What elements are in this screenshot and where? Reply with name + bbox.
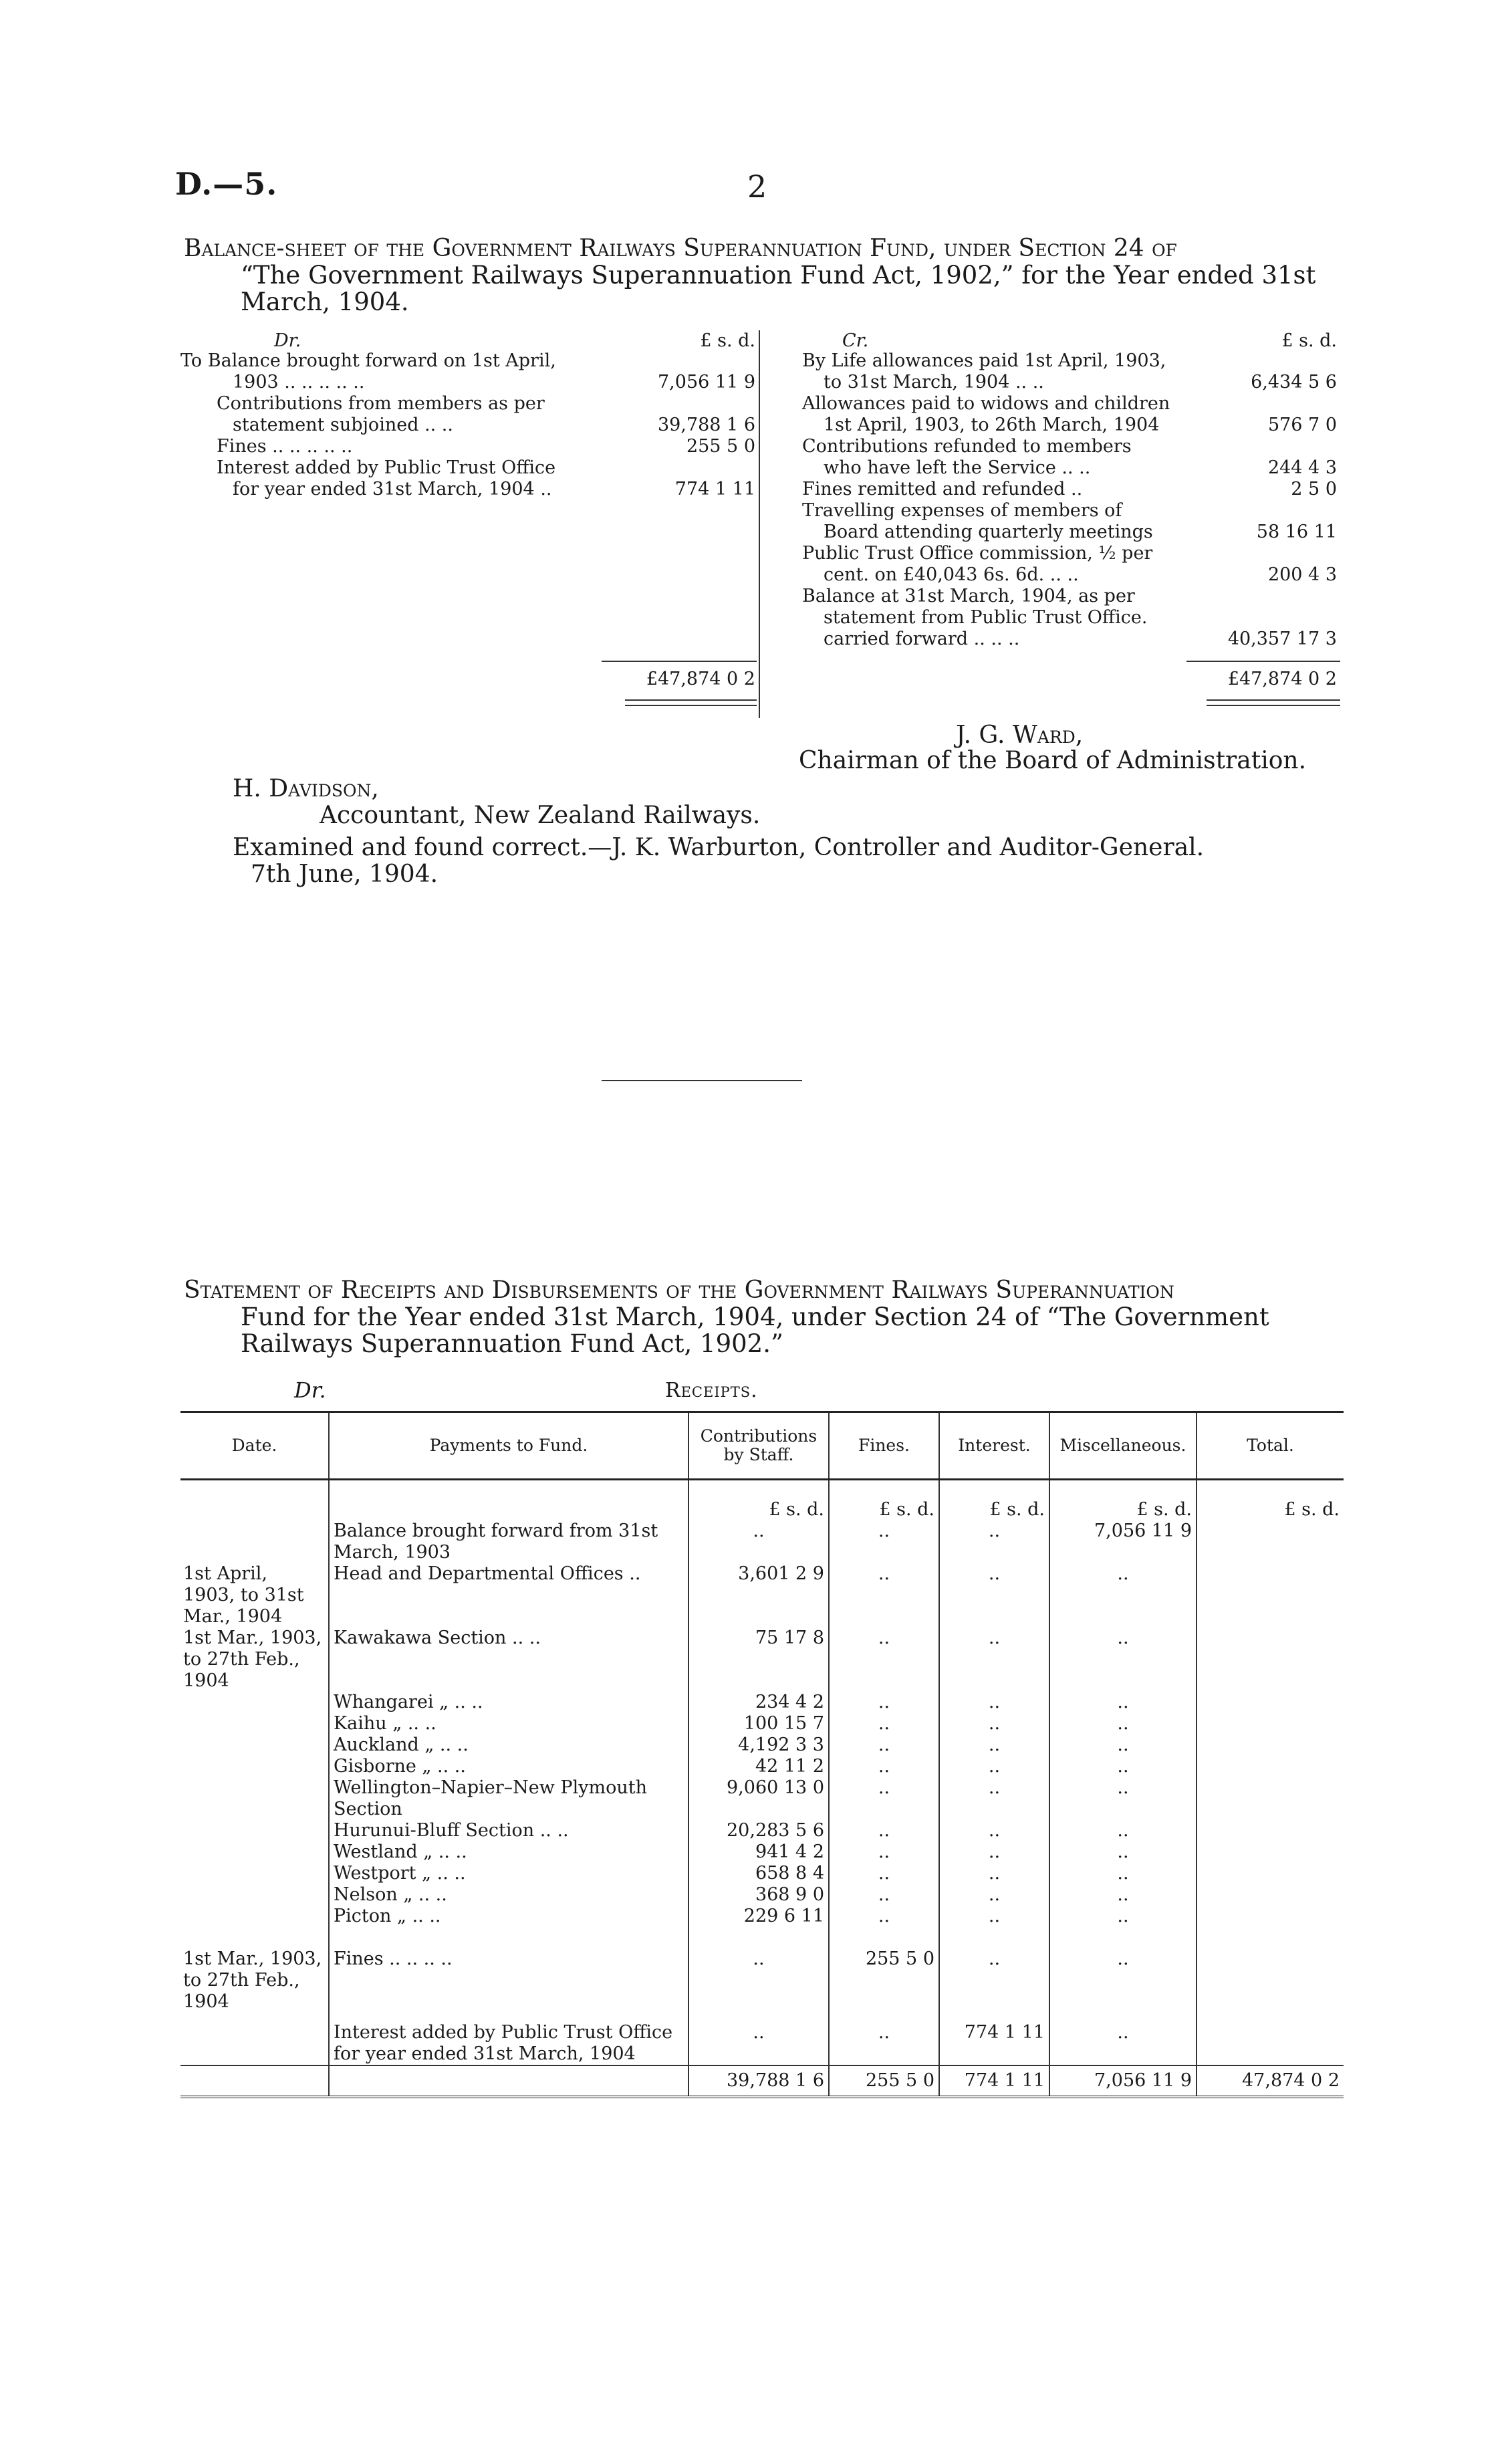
dr-row-2-amount: 39,788 1 6 <box>658 415 755 435</box>
row-date <box>180 1906 329 1927</box>
dr-total: £47,874 0 2 <box>646 669 755 689</box>
row-total <box>1197 1863 1344 1884</box>
row-fines: .. <box>829 1521 939 1563</box>
balance-sheet-debit <box>180 330 762 718</box>
col-fines: Fines. <box>829 1412 939 1480</box>
row-fines: .. <box>829 1692 939 1713</box>
dr-row-2-line-2: statement subjoined .. .. <box>233 415 453 435</box>
table-row <box>180 1863 1344 1884</box>
table-row <box>180 1820 1344 1841</box>
signatory-ward-name <box>956 722 1083 749</box>
row-interest: .. <box>939 1521 1049 1563</box>
row-desc: Nelson „ .. .. <box>329 1884 688 1906</box>
total-misc: 7,056 11 9 <box>1049 2065 1197 2097</box>
row-fines: .. <box>829 1734 939 1756</box>
cr-row-7-line-3: carried forward .. .. .. <box>824 629 1020 649</box>
row-contrib: 42 11 2 <box>688 1756 829 1777</box>
table-row <box>180 1756 1344 1777</box>
balance-sheet-title <box>184 235 1344 316</box>
row-contrib: 234 4 2 <box>688 1692 829 1713</box>
cr-row-7-amount: 40,357 17 3 <box>1227 629 1337 649</box>
row-total <box>1197 1692 1344 1713</box>
cr-row-2-amount: 576 7 0 <box>1267 415 1337 435</box>
total-fines: 255 5 0 <box>829 2065 939 2097</box>
cr-row-1-line-1: By Life allowances paid 1st April, 1903, <box>802 350 1166 371</box>
row-interest: .. <box>939 1863 1049 1884</box>
units-fines: £ s. d. <box>829 1480 939 1521</box>
table-row <box>180 1927 1344 2013</box>
cr-row-5-line-2: Board attending quarterly meetings <box>824 522 1153 542</box>
table-header-row <box>180 1412 1344 1480</box>
units-misc: £ s. d. <box>1049 1480 1197 1521</box>
row-date <box>180 1841 329 1863</box>
col-contributions: Contributions by Staff. <box>688 1412 829 1480</box>
row-date <box>180 1692 329 1713</box>
examined-line: Examined and found correct.—J. K. Warburton, Controller and Auditor-General. <box>233 834 1205 861</box>
row-desc: Balance brought forward from 31st March, 1903 <box>329 1521 688 1563</box>
row-misc: .. <box>1049 1756 1197 1777</box>
row-contrib: 20,283 5 6 <box>688 1820 829 1841</box>
table-row <box>180 1841 1344 1863</box>
totals-date-blank <box>180 2065 329 2097</box>
cr-row-4-amount: 2 5 0 <box>1291 479 1337 499</box>
row-total <box>1197 1734 1344 1756</box>
cr-total-rule-2 <box>1207 705 1340 706</box>
row-contrib: .. <box>688 1521 829 1563</box>
cr-money-header: £ s. d. <box>1281 330 1337 351</box>
row-contrib: 4,192 3 3 <box>688 1734 829 1756</box>
row-fines: .. <box>829 2013 939 2065</box>
row-total <box>1197 1563 1344 1628</box>
row-total <box>1197 1713 1344 1734</box>
table-row <box>180 1563 1344 1628</box>
table-row <box>180 2013 1344 2065</box>
col-misc: Miscellaneous. <box>1049 1412 1197 1480</box>
row-misc: 7,056 11 9 <box>1049 1521 1197 1563</box>
cr-row-5-amount: 58 16 11 <box>1256 522 1337 542</box>
row-contrib: 75 17 8 <box>688 1628 829 1692</box>
dr-row-4-line-2: for year ended 31st March, 1904 .. <box>233 479 552 499</box>
table-row <box>180 1777 1344 1820</box>
row-date <box>180 1777 329 1820</box>
row-fines: .. <box>829 1713 939 1734</box>
row-desc: Auckland „ .. .. <box>329 1734 688 1756</box>
row-interest: .. <box>939 1563 1049 1628</box>
cr-row-4-line-1: Fines remitted and refunded .. <box>802 479 1083 499</box>
col-date: Date. <box>180 1412 329 1480</box>
row-date <box>180 1734 329 1756</box>
page-number: 2 <box>747 169 767 205</box>
row-total <box>1197 1841 1344 1863</box>
units-total: £ s. d. <box>1197 1480 1344 1521</box>
row-desc: Kawakawa Section .. .. <box>329 1628 688 1692</box>
cr-row-2-line-1: Allowances paid to widows and children <box>802 393 1170 414</box>
units-interest: £ s. d. <box>939 1480 1049 1521</box>
row-total <box>1197 1820 1344 1841</box>
totals-desc-blank <box>329 2065 688 2097</box>
cr-row-2-line-2: 1st April, 1903, to 26th March, 1904 <box>824 415 1160 435</box>
signatory-ward-title: Chairman of the Board of Administration. <box>799 747 1307 774</box>
row-desc: Wellington–Napier–New Plymouth Section <box>329 1777 688 1820</box>
row-contrib: 3,601 2 9 <box>688 1563 829 1628</box>
row-fines: .. <box>829 1756 939 1777</box>
row-desc: Picton „ .. .. <box>329 1906 688 1927</box>
row-date: 1st Mar., 1903, to 27th Feb., 1904 <box>183 1628 322 1691</box>
date-line: 7th June, 1904. <box>251 861 438 888</box>
row-interest: .. <box>939 1906 1049 1927</box>
row-date <box>180 1884 329 1906</box>
row-interest: .. <box>939 1777 1049 1820</box>
cr-row-7-line-2: statement from Public Trust Office. <box>824 607 1148 628</box>
row-desc: Fines .. .. .. .. <box>329 1927 688 2013</box>
row-fines: .. <box>829 1563 939 1628</box>
row-fines: .. <box>829 1777 939 1820</box>
row-interest: .. <box>939 1734 1049 1756</box>
row-date <box>180 1863 329 1884</box>
table-row <box>180 1713 1344 1734</box>
row-misc: .. <box>1049 1713 1197 1734</box>
table-row <box>180 1692 1344 1713</box>
row-fines: .. <box>829 1884 939 1906</box>
row-total <box>1197 1884 1344 1906</box>
balance-sheet-credit <box>769 330 1344 718</box>
row-contrib: 9,060 13 0 <box>688 1777 829 1820</box>
dr-row-1-amount: 7,056 11 9 <box>658 372 755 393</box>
statement-title-line-2: Fund for the Year ended 31st March, 1904, under Section 24 of “The Government <box>241 1303 1269 1331</box>
row-misc: .. <box>1049 1734 1197 1756</box>
dr-total-rule-1 <box>625 699 757 701</box>
cr-label: Cr. <box>842 330 869 351</box>
row-total <box>1197 1777 1344 1820</box>
dr-row-4-amount: 774 1 11 <box>674 479 755 499</box>
row-misc: .. <box>1049 1906 1197 1927</box>
cr-row-3-line-1: Contributions refunded to members <box>802 436 1132 457</box>
row-total <box>1197 1927 1344 2013</box>
row-date <box>180 2013 329 2065</box>
signatory-davidson-name <box>233 776 379 802</box>
row-total <box>1197 1521 1344 1563</box>
dr-row-3-line-1: Fines .. .. .. .. .. <box>217 436 353 457</box>
table-row <box>180 1884 1344 1906</box>
row-date <box>180 1820 329 1841</box>
totals-row <box>180 2065 1344 2097</box>
receipts-table <box>180 1411 1344 2098</box>
dr-money-header: £ s. d. <box>700 330 755 351</box>
cr-row-7-line-1: Balance at 31st March, 1904, as per <box>802 586 1135 606</box>
row-date: 1st April, 1903, to 31st Mar., 1904 <box>183 1563 304 1627</box>
cr-row-6-amount: 200 4 3 <box>1267 564 1337 585</box>
row-date <box>180 1756 329 1777</box>
row-interest: .. <box>939 1841 1049 1863</box>
row-misc: .. <box>1049 1884 1197 1906</box>
row-desc: Westland „ .. .. <box>329 1841 688 1863</box>
row-desc: Whangarei „ .. .. <box>329 1692 688 1713</box>
title-line-3: March, 1904. <box>241 288 409 316</box>
row-misc: .. <box>1049 1777 1197 1820</box>
dr-label: Dr. <box>274 330 301 351</box>
col-payments: Payments to Fund. <box>329 1412 688 1480</box>
table-row <box>180 1734 1344 1756</box>
row-misc: .. <box>1049 1927 1197 2013</box>
row-fines: .. <box>829 1628 939 1692</box>
row-contrib: .. <box>688 2013 829 2065</box>
cr-row-1-line-2: to 31st March, 1904 .. .. <box>824 372 1044 393</box>
cr-total: £47,874 0 2 <box>1227 669 1337 689</box>
row-contrib: 368 9 0 <box>688 1884 829 1906</box>
units-date <box>180 1480 329 1521</box>
total-grand: 47,874 0 2 <box>1197 2065 1344 2097</box>
row-date: 1st Mar., 1903, to 27th Feb., 1904 <box>183 1948 322 2012</box>
row-misc: .. <box>1049 1692 1197 1713</box>
row-interest: 774 1 11 <box>939 2013 1049 2065</box>
dr-row-3-amount: 255 5 0 <box>686 436 755 457</box>
row-interest: .. <box>939 1713 1049 1734</box>
row-misc: .. <box>1049 1628 1197 1692</box>
statement-title-line-1: Statement of Receipts and Disbursements of the Government Railways Superannuation <box>184 1276 1174 1304</box>
row-fines: 255 5 0 <box>829 1927 939 2013</box>
total-interest: 774 1 11 <box>939 2065 1049 2097</box>
row-misc: .. <box>1049 1820 1197 1841</box>
row-interest: .. <box>939 1756 1049 1777</box>
statement-title <box>184 1276 1344 1358</box>
table-row <box>180 1628 1344 1692</box>
row-fines: .. <box>829 1820 939 1841</box>
signatory-davidson-title: Accountant, New Zealand Railways. <box>320 802 761 829</box>
table-row <box>180 1906 1344 1927</box>
cr-row-6-line-1: Public Trust Office commission, ½ per <box>802 543 1153 564</box>
dr-total-rule-top <box>602 661 757 662</box>
row-interest: .. <box>939 1927 1049 2013</box>
row-total <box>1197 1906 1344 1927</box>
cr-row-3-line-2: who have left the Service .. .. <box>824 457 1091 478</box>
col-total: Total. <box>1197 1412 1344 1480</box>
row-desc: Gisborne „ .. .. <box>329 1756 688 1777</box>
row-total <box>1197 2013 1344 2065</box>
section-separator <box>602 1080 802 1081</box>
dr-total-rule-2 <box>625 705 757 706</box>
row-contrib: 658 8 4 <box>688 1863 829 1884</box>
row-desc: Head and Departmental Offices .. <box>329 1563 688 1628</box>
row-interest: .. <box>939 1628 1049 1692</box>
row-interest: .. <box>939 1820 1049 1841</box>
row-misc: .. <box>1049 1863 1197 1884</box>
col-interest: Interest. <box>939 1412 1049 1480</box>
statement-title-line-3: Railways Superannuation Fund Act, 1902.” <box>241 1329 783 1358</box>
row-contrib: 229 6 11 <box>688 1906 829 1927</box>
row-date <box>180 1521 329 1563</box>
row-fines: .. <box>829 1841 939 1863</box>
cr-row-6-line-2: cent. on £40,043 6s. 6d. .. .. <box>824 564 1079 585</box>
account-divider <box>759 330 760 718</box>
row-desc: Westport „ .. .. <box>329 1863 688 1884</box>
total-contrib: 39,788 1 6 <box>688 2065 829 2097</box>
units-row <box>180 1480 1344 1521</box>
row-contrib: 941 4 2 <box>688 1841 829 1863</box>
row-total <box>1197 1756 1344 1777</box>
row-date <box>180 1713 329 1734</box>
row-interest: .. <box>939 1884 1049 1906</box>
row-desc: Kaihu „ .. .. <box>329 1713 688 1734</box>
cr-row-1-amount: 6,434 5 6 <box>1251 372 1337 393</box>
davidson-name-text: H. Davidson, <box>233 775 379 802</box>
title-line-1: Balance-sheet of the Government Railways Superannuation Fund, under Section 24 of <box>184 235 1177 262</box>
row-contrib: 100 15 7 <box>688 1713 829 1734</box>
row-fines: .. <box>829 1863 939 1884</box>
row-contrib: .. <box>688 1927 829 2013</box>
table-row <box>180 1521 1344 1563</box>
row-desc: Interest added by Public Trust Office for year ended 31st March, 1904 <box>329 2013 688 2065</box>
cr-total-rule-1 <box>1207 699 1340 701</box>
row-total <box>1197 1628 1344 1692</box>
ward-name-text: J. G. Ward, <box>956 721 1084 749</box>
row-fines: .. <box>829 1906 939 1927</box>
dr-row-2-line-1: Contributions from members as per <box>217 393 545 414</box>
dr-row-1-line-1: To Balance brought forward on 1st April, <box>180 350 556 371</box>
statement-dr-label: Dr. <box>294 1377 326 1403</box>
row-interest: .. <box>939 1692 1049 1713</box>
dr-row-4-line-1: Interest added by Public Trust Office <box>217 457 556 478</box>
row-misc: .. <box>1049 1841 1197 1863</box>
units-contrib: £ s. d. <box>688 1480 829 1521</box>
dr-row-1-line-2: 1903 .. .. .. .. .. <box>233 372 365 393</box>
row-desc: Hurunui-Bluff Section .. .. <box>329 1820 688 1841</box>
units-desc <box>329 1480 688 1521</box>
cr-total-rule-top <box>1186 661 1340 662</box>
document-code: D.—5. <box>175 166 278 202</box>
title-line-2: “The Government Railways Superannuation Fund Act, 1902,” for the Year ended 31st <box>241 261 1316 290</box>
receipts-heading: Receipts. <box>665 1379 758 1402</box>
cr-row-5-line-1: Travelling expenses of members of <box>802 500 1122 521</box>
cr-row-3-amount: 244 4 3 <box>1267 457 1337 478</box>
row-misc: .. <box>1049 1563 1197 1628</box>
row-misc: .. <box>1049 2013 1197 2065</box>
